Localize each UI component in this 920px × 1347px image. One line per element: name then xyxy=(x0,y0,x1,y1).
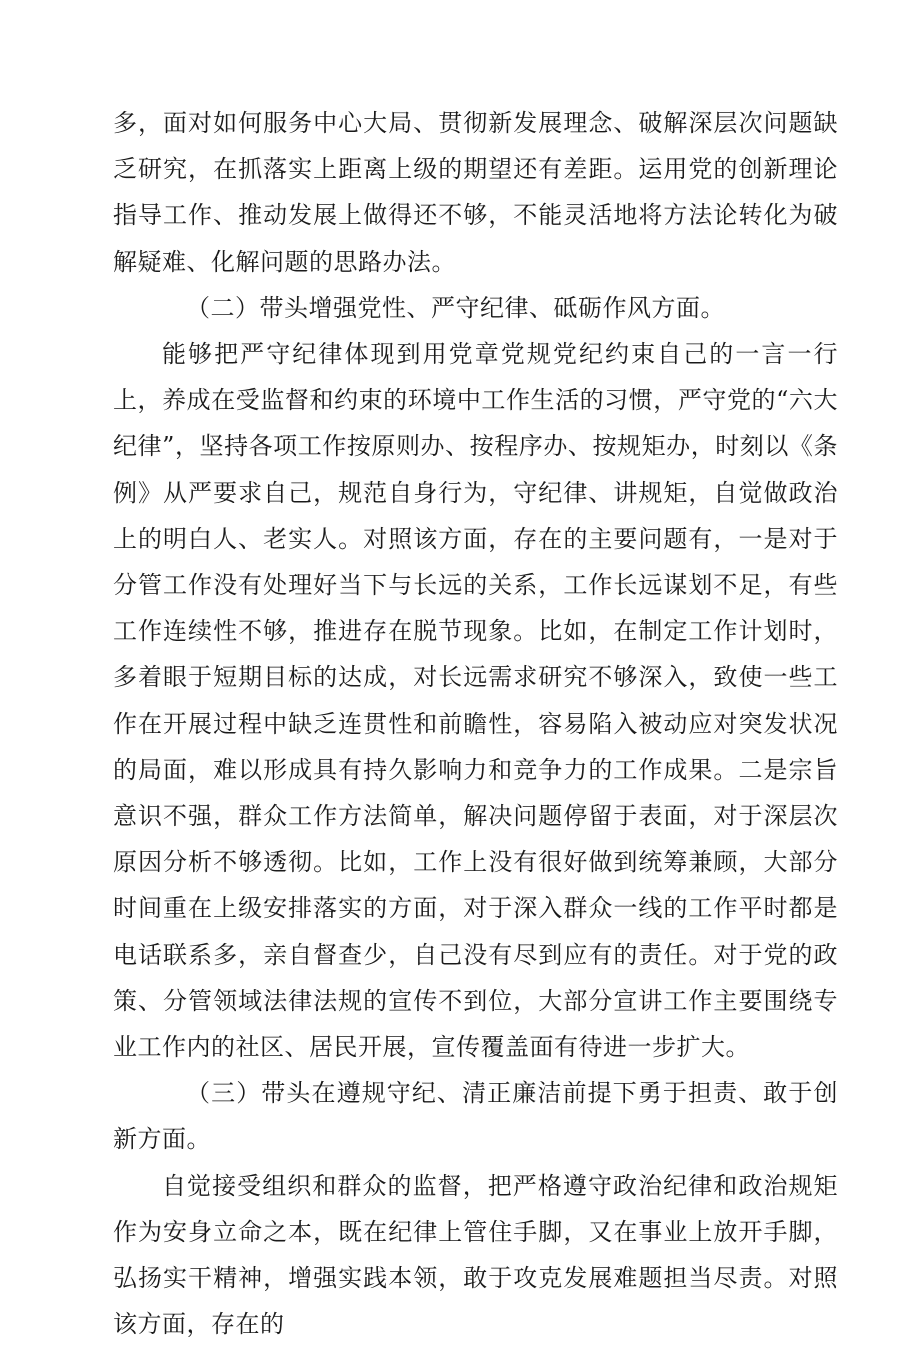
section-heading-2: （二）带头增强党性、严守纪律、砥砺作风方面。 xyxy=(186,293,725,322)
paragraph-discipline: 能够把严守纪律体现到用党章党规党纪约束自己的一言一行上，养成在受监督和约束的环境中工作生活的习惯，严守党的“六大纪律”，坚持各项工作按原则办、按程序办、按规矩办，时刻以《条例》从严要求自己，规范自身行为，守纪律、讲规矩，自觉做政治上的明白人、老实人。对照该方面，存在的主要问题有，一是对于分管工作没有处理好当下与长远的关系，工作长远谋划不足，有些工作连续性不够，推进存在脱节现象。比如，在制定工作计划时，多着眼于短期目标的达成，对长远需求研究不够深入，致使一些工作在开展过程中缺乏连贯性和前瞻性，容易陷入被动应对突发状况的局面，难以形成具有持久影响力和竞争力的工作成果。二是宗旨意识不强，群众工作方法简单，解决问题停留于表面，对于深层次原因分析不够透彻。比如，工作上没有很好做到统筹兼顾，大部分时间重在上级安排落实的方面，对于深入群众一线的工作平时都是电话联系多，亲自督查少，自己没有尽到应有的责任。对于党的政策、分管领域法律法规的宣传不到位，大部分宣讲工作主要围绕专业工作内的社区、居民开展，宣传覆盖面有待进一步扩大。 xyxy=(113,340,838,1062)
section-heading-3: （三）带头在遵规守纪、清正廉洁前提下勇于担责、敢于创新方面。 xyxy=(113,1079,838,1154)
paragraph-supervision: 自觉接受组织和群众的监督，把严格遵守政治纪律和政治规矩作为安身立命之本，既在纪律上管住手脚，又在事业上放开手脚，弘扬实干精神，增强实践本领，敢于攻克发展难题担当尽责。对照该方面，存在的 xyxy=(113,1171,838,1339)
document-body xyxy=(113,100,838,1347)
paragraph-continuation: 多，面对如何服务中心大局、贯彻新发展理念、破解深层次问题缺乏研究，在抓落实上距离上级的期望还有差距。运用党的创新理论指导工作、推动发展上做得还不够，不能灵活地将方法论转化为破解疑难、化解问题的思路办法。 xyxy=(113,109,838,276)
